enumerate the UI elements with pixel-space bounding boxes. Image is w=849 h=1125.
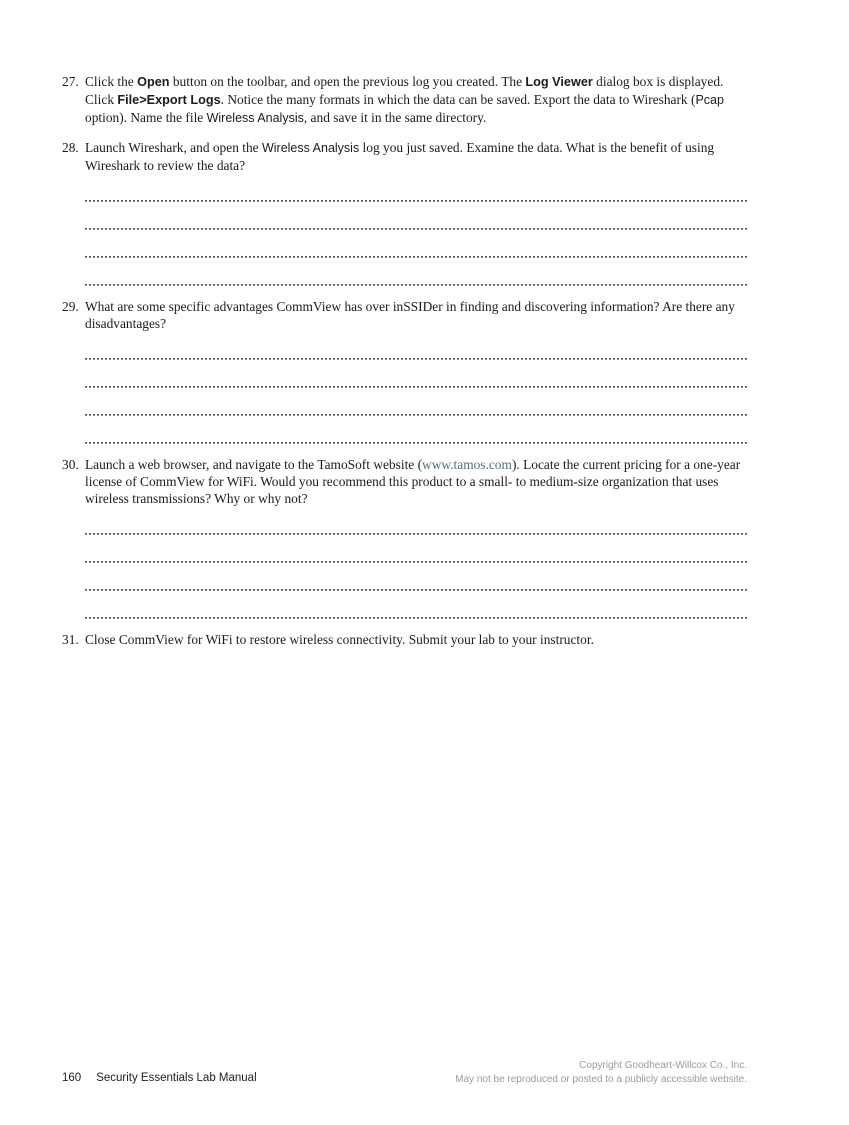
answer-blank-group-30	[85, 507, 747, 619]
answer-blank-line	[85, 416, 747, 444]
step-text-run: ). Locate the current pricing for a one-year license of CommView for WiFi. Would you recommend this product to a small- to medium-size organization that uses wireless transmissions? Why or why not?	[85, 457, 741, 506]
answer-blank-line	[85, 230, 747, 258]
step-text-run: What are some specific advantages CommView has over inSSIDer in finding and discovering information? Are there any disadvantages?	[85, 299, 735, 331]
step-30	[62, 456, 747, 507]
ui-term-pcap: Pcap	[695, 93, 724, 107]
answer-blank-line	[85, 174, 747, 202]
step-28	[62, 139, 747, 174]
ui-term-log-viewer: Log Viewer	[525, 75, 593, 89]
answer-blank-line	[85, 535, 747, 563]
answer-blank-line	[85, 360, 747, 388]
filename-wireless-analysis: Wireless Analysis	[261, 141, 360, 155]
filename-wireless-analysis: Wireless Analysis	[206, 111, 304, 125]
ui-term-file-export-logs: File>Export Logs	[117, 93, 221, 107]
step-text-run: button on the toolbar, and open the previous log you created. The	[169, 74, 526, 89]
page-content	[62, 73, 747, 648]
answer-blank-line	[85, 507, 747, 535]
step-number: 30.	[62, 457, 79, 472]
step-29	[62, 298, 747, 332]
book-title: Security Essentials Lab Manual	[96, 1072, 257, 1084]
copyright-line-2: May not be reproduced or posted to a publicly accessible website.	[455, 1073, 747, 1085]
step-text-run: . Notice the many formats in which the data can be saved. Export the data to Wireshark (	[220, 92, 696, 107]
step-text-run: Launch a web browser, and navigate to the TamoSoft website (	[85, 457, 423, 472]
step-number: 31.	[62, 632, 79, 647]
footer-left	[62, 1072, 257, 1084]
answer-blank-line	[85, 202, 747, 230]
step-text	[85, 139, 747, 174]
answer-blank-line	[85, 332, 747, 360]
tamosoft-url-link[interactable]: www.tamos.com	[422, 457, 512, 472]
step-number: 28.	[62, 140, 79, 155]
step-27	[62, 73, 747, 127]
step-text-run: dialog box is displayed. Click	[85, 74, 724, 107]
answer-blank-line	[85, 563, 747, 591]
step-text-run: , and save it in the same directory.	[303, 110, 487, 125]
step-text-run: Launch Wireshark, and open the	[85, 140, 262, 155]
step-text	[85, 73, 747, 127]
answer-blank-line	[85, 258, 747, 286]
step-31	[62, 631, 747, 648]
answer-blank-group-28	[85, 174, 747, 286]
answer-blank-group-29	[85, 332, 747, 444]
answer-blank-line	[85, 591, 747, 619]
step-text	[85, 631, 747, 648]
copyright-line-1: Copyright Goodheart-Willcox Co., Inc.	[579, 1060, 747, 1071]
step-text-run: Close CommView for WiFi to restore wireless connectivity. Submit your lab to your instructor.	[85, 632, 594, 647]
step-number: 27.	[62, 74, 79, 89]
ui-term-open-button: Open	[137, 75, 170, 89]
step-text-run: option). Name the file	[85, 110, 207, 125]
page-number: 160	[62, 1072, 82, 1084]
step-text-run: log you just saved. Examine the data. What is the benefit of using Wireshark to review the data?	[85, 140, 715, 173]
step-text	[85, 456, 747, 507]
answer-blank-line	[85, 388, 747, 416]
step-number: 29.	[62, 299, 79, 314]
step-text	[85, 298, 747, 332]
footer-copyright	[455, 1059, 747, 1086]
step-text-run: Click the	[85, 74, 138, 89]
